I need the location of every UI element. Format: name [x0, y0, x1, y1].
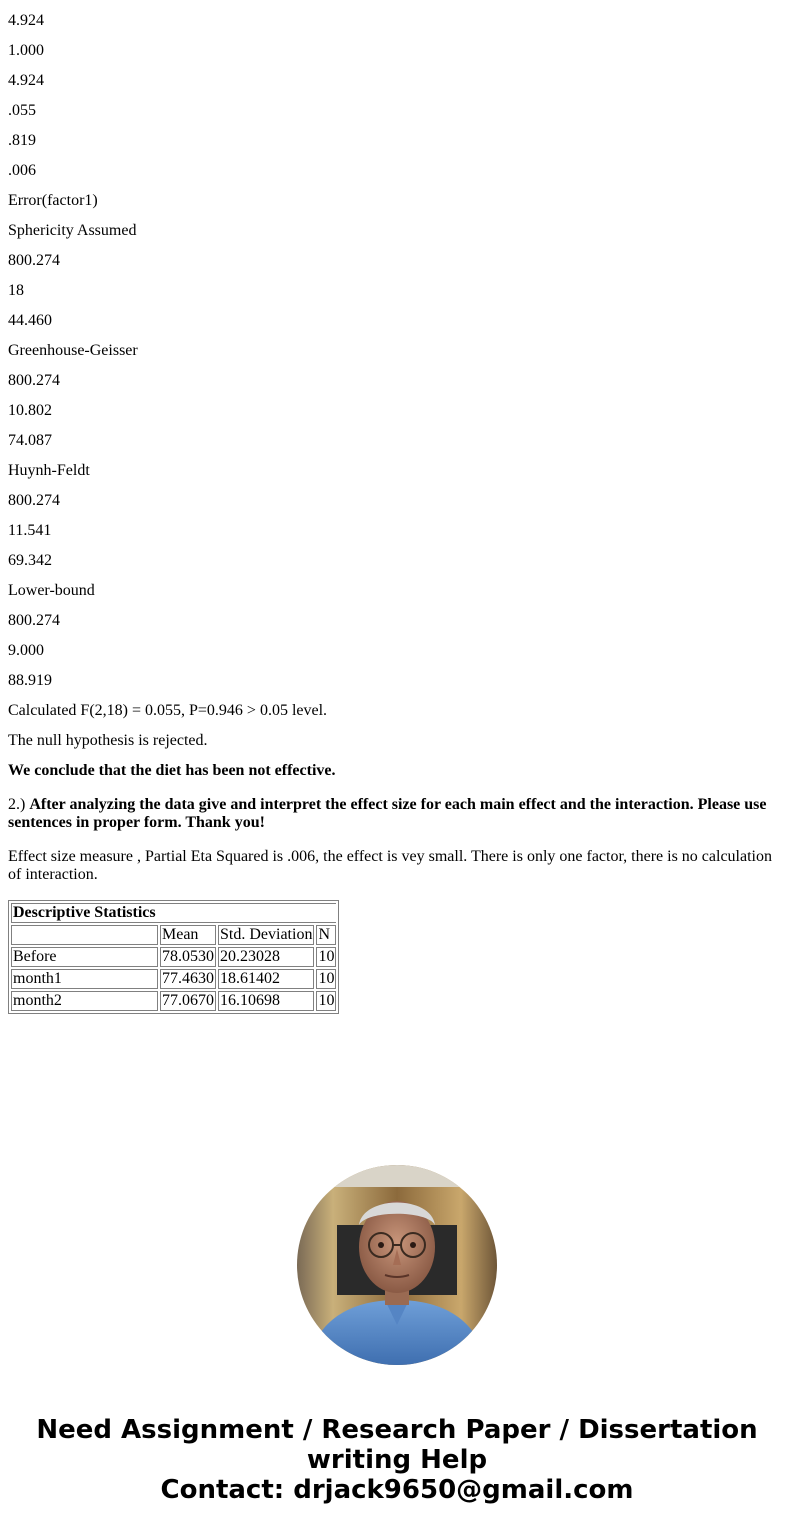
descriptive-statistics-table	[8, 900, 339, 1014]
effect-size-answer: Effect size measure , Partial Eta Squared is .006, the effect is vey small. There is only one factor, there is no calculation of interaction.	[8, 848, 772, 883]
footer-contact-line: Contact: drjack9650@gmail.com	[160, 1475, 634, 1505]
anova-line: 800.274	[8, 612, 60, 629]
table-cell: 18.61402	[218, 969, 314, 989]
footer-advertisement	[0, 1415, 794, 1505]
table-cell: 10	[318, 970, 335, 987]
anova-line: .055	[8, 102, 36, 119]
question-2	[8, 796, 786, 832]
anova-line: 44.460	[8, 312, 52, 329]
table-header-row	[11, 925, 336, 945]
anova-line: Error(factor1)	[8, 192, 98, 209]
null-hypothesis-line: The null hypothesis is rejected.	[8, 732, 208, 749]
anova-line: 11.541	[8, 522, 52, 539]
anova-output-lines	[8, 12, 786, 780]
conclusion-line: We conclude that the diet has been not effective.	[8, 762, 336, 779]
anova-line: 800.274	[8, 492, 60, 509]
author-avatar	[297, 1165, 497, 1365]
anova-line: .006	[8, 162, 36, 179]
anova-line: 4.924	[8, 12, 44, 29]
anova-line: Sphericity Assumed	[8, 222, 137, 239]
table-cell: Before	[11, 947, 158, 967]
table-cell: month1	[11, 969, 158, 989]
anova-line: 18	[8, 282, 24, 299]
table-cell: 77.0670	[162, 992, 214, 1009]
anova-line: Huynh-Feldt	[8, 462, 90, 479]
table-cell: 16.10698	[218, 991, 314, 1011]
author-photo-icon	[297, 1165, 497, 1365]
anova-line: 800.274	[8, 372, 60, 389]
table-cell: 78.0530	[162, 948, 214, 965]
table-caption-row	[11, 903, 336, 923]
table-header-cell: Mean	[160, 925, 216, 945]
table-cell: month2	[11, 991, 158, 1011]
question-text: After analyzing the data give and interpret the effect size for each main effect and the interaction. Please use sentences in proper form. Thank you!	[8, 796, 767, 831]
table-cell: 10	[318, 992, 335, 1009]
anova-line: Lower-bound	[8, 582, 95, 599]
anova-line: 9.000	[8, 642, 44, 659]
anova-line: 800.274	[8, 252, 60, 269]
question-number: 2.)	[8, 796, 26, 813]
anova-line: Greenhouse-Geisser	[8, 342, 138, 359]
footer-line: writing Help	[306, 1445, 488, 1475]
calculated-f-line: Calculated F(2,18) = 0.055, P=0.946 > 0.05 level.	[8, 702, 328, 719]
anova-line: 88.919	[8, 672, 52, 689]
anova-line: 1.000	[8, 42, 44, 59]
table-cell: 10	[318, 948, 335, 965]
table-row	[11, 991, 336, 1011]
table-header-cell: Std. Deviation	[220, 926, 313, 943]
table-caption: Descriptive Statistics	[11, 903, 336, 923]
table-header-cell: N	[316, 925, 336, 945]
footer-line: Need Assignment / Research Paper / Dissertation	[36, 1415, 758, 1445]
table-header-cell	[11, 925, 158, 945]
anova-line: 10.802	[8, 402, 52, 419]
document-body	[0, 12, 794, 1014]
anova-line: 69.342	[8, 552, 52, 569]
table-cell: 20.23028	[218, 947, 314, 967]
table-cell: 77.4630	[162, 970, 214, 987]
table-row	[11, 969, 336, 989]
anova-line: 4.924	[8, 72, 44, 89]
table-row	[11, 947, 336, 967]
anova-line: 74.087	[8, 432, 52, 449]
anova-line: .819	[8, 132, 36, 149]
